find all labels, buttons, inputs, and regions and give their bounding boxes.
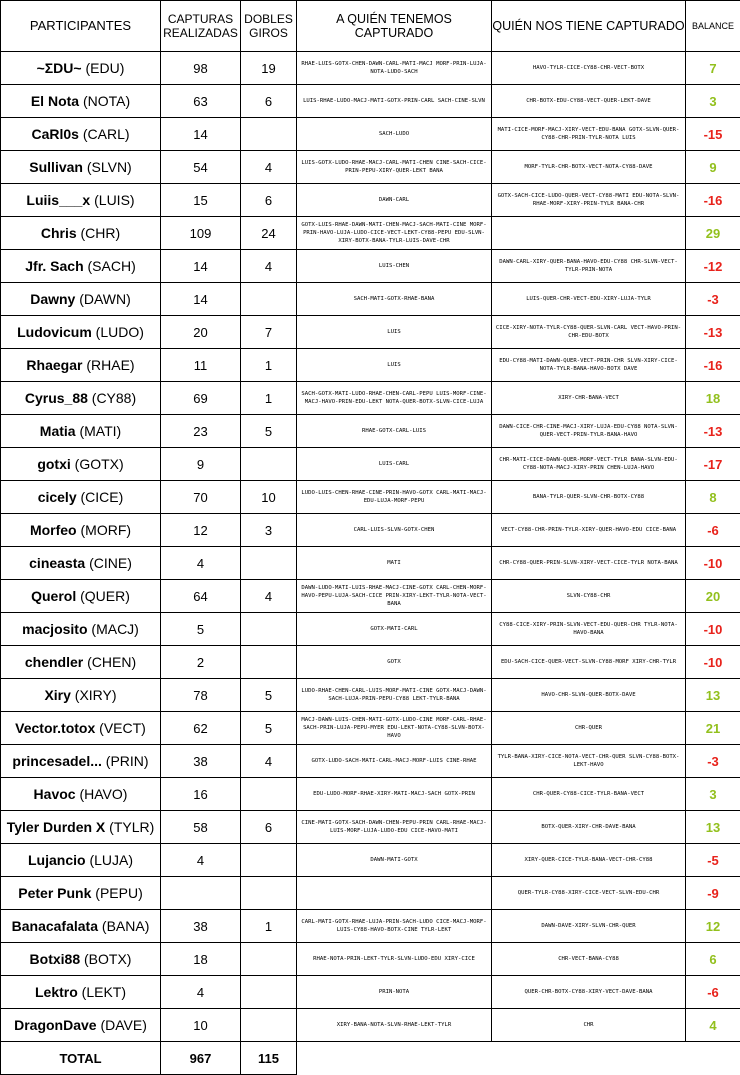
tenemos-cell: LUIS-GOTX-LUDO-RHAE-MACJ-CARL-MATI-CHEN CINE-SACH-CICE-PRIN-PEPU-XIRY-QUER-LEKT BANA <box>297 151 492 184</box>
participant-nick: gotxi <box>37 456 70 472</box>
dobles-cell: 4 <box>241 580 297 613</box>
dobles-cell <box>241 943 297 976</box>
header-nos-tiene: QUIÉN NOS TIENE CAPTURADO <box>492 1 686 52</box>
nos-tiene-cell: XIRY-QUER-CICE-TYLR-BANA-VECT-CHR-CY88 <box>492 844 686 877</box>
dobles-cell <box>241 448 297 481</box>
participant-nick: Peter Punk <box>18 885 91 901</box>
total-capturas: 967 <box>161 1042 241 1075</box>
participant-nick: Lektro <box>35 984 78 1000</box>
participant-nick: Xiry <box>44 687 70 703</box>
participant-code: (BANA) <box>102 918 149 934</box>
participant-nick: Sullivan <box>29 159 83 175</box>
tenemos-cell: LUDO-RHAE-CHEN-CARL-LUIS-MORF-MATI-CINE GOTX-MACJ-DAWN-SACH-LUJA-PRIN-PEPU-CY88 LEKT-TYLR-BANA <box>297 679 492 712</box>
participant-code: (MACJ) <box>91 621 138 637</box>
nos-tiene-cell: XIRY-CHR-BANA-VECT <box>492 382 686 415</box>
participant-nick: Luiis___x <box>26 192 90 208</box>
tenemos-cell: SACH-LUDO <box>297 118 492 151</box>
participant-name <box>1 745 161 778</box>
tenemos-cell: XIRY-BANA-NOTA-SLVN-RHAE-LEKT-TYLR <box>297 1009 492 1042</box>
table-row <box>1 580 740 613</box>
participant-nick: Rhaegar <box>26 357 82 373</box>
dobles-cell: 4 <box>241 250 297 283</box>
dobles-cell: 1 <box>241 382 297 415</box>
dobles-cell <box>241 613 297 646</box>
capturas-cell: 4 <box>161 547 241 580</box>
participant-nick: Ludovicum <box>17 324 92 340</box>
balance-cell: 9 <box>686 151 740 184</box>
dobles-cell <box>241 118 297 151</box>
table-row <box>1 250 740 283</box>
tenemos-cell: SACH-GOTX-MATI-LUDO-RHAE-CHEN-CARL-PEPU LUIS-MORF-CINE-MACJ-HAVO-PRIN-EDU-LEKT NOTA-QUER-BOTX-SLVN-CICE-LUJA <box>297 382 492 415</box>
participant-nick: Cyrus_88 <box>25 390 88 406</box>
table-row <box>1 844 740 877</box>
balance-cell: -16 <box>686 184 740 217</box>
balance-cell: 3 <box>686 778 740 811</box>
dobles-cell: 4 <box>241 151 297 184</box>
dobles-cell: 6 <box>241 85 297 118</box>
capturas-cell: 58 <box>161 811 241 844</box>
nos-tiene-cell: GOTX-SACH-CICE-LUDO-QUER-VECT-CY88-MATI EDU-NOTA-SLVN-RHAE-MORF-XIRY-PRIN-TYLR BANA-CHR <box>492 184 686 217</box>
participant-name <box>1 679 161 712</box>
participant-code: (TYLR) <box>109 819 154 835</box>
capturas-cell: 11 <box>161 349 241 382</box>
table-row <box>1 283 740 316</box>
balance-cell: 12 <box>686 910 740 943</box>
tenemos-cell: LUIS-CHEN <box>297 250 492 283</box>
table-row <box>1 316 740 349</box>
dobles-cell: 5 <box>241 679 297 712</box>
balance-cell: -10 <box>686 547 740 580</box>
tenemos-cell: LUIS-CARL <box>297 448 492 481</box>
table-row <box>1 646 740 679</box>
table-row <box>1 1009 740 1042</box>
dobles-cell: 3 <box>241 514 297 547</box>
dobles-cell: 19 <box>241 52 297 85</box>
participant-name <box>1 646 161 679</box>
capturas-cell: 2 <box>161 646 241 679</box>
header-dobles: DOBLES GIROS <box>241 1 297 52</box>
participant-code: (CICE) <box>81 489 124 505</box>
balance-cell: -17 <box>686 448 740 481</box>
nos-tiene-cell: DAWN-DAVE-XIRY-SLVN-CHR-QUER <box>492 910 686 943</box>
table-row <box>1 943 740 976</box>
participant-nick: El Nota <box>31 93 79 109</box>
capturas-cell: 23 <box>161 415 241 448</box>
tenemos-cell: CARL-LUIS-SLVN-GOTX-CHEN <box>297 514 492 547</box>
tenemos-cell: EDU-LUDO-MORF-RHAE-XIRY-MATI-MACJ-SACH GOTX-PRIN <box>297 778 492 811</box>
balance-cell: -10 <box>686 613 740 646</box>
nos-tiene-cell: EDU-SACH-CICE-QUER-VECT-SLVN-CY88-MORF XIRY-CHR-TYLR <box>492 646 686 679</box>
tenemos-cell: GOTX <box>297 646 492 679</box>
tenemos-cell: CINE-MATI-GOTX-SACH-DAWN-CHEN-PEPU-PRIN CARL-RHAE-MACJ-LUIS-MORF-LUJA-LUDO-EDU CICE-HAVO-MATI <box>297 811 492 844</box>
dobles-cell: 24 <box>241 217 297 250</box>
participant-code: (SLVN) <box>87 159 132 175</box>
participant-code: (EDU) <box>85 60 124 76</box>
participant-code: (DAWN) <box>79 291 131 307</box>
participant-name <box>1 976 161 1009</box>
participant-name <box>1 217 161 250</box>
participant-nick: Querol <box>31 588 76 604</box>
nos-tiene-cell: BOTX-QUER-XIRY-CHR-DAVE-BANA <box>492 811 686 844</box>
capturas-cell: 14 <box>161 250 241 283</box>
tenemos-cell: SACH-MATI-GOTX-RHAE-BANA <box>297 283 492 316</box>
balance-cell: 7 <box>686 52 740 85</box>
nos-tiene-cell: HAVO-CHR-SLVN-QUER-BOTX-DAVE <box>492 679 686 712</box>
capturas-cell: 14 <box>161 283 241 316</box>
nos-tiene-cell <box>492 217 686 250</box>
nos-tiene-cell: HAVO-TYLR-CICE-CY88-CHR-VECT-BOTX <box>492 52 686 85</box>
participant-nick: Tyler Durden X <box>7 819 106 835</box>
participant-nick: chendler <box>25 654 83 670</box>
dobles-cell <box>241 877 297 910</box>
tenemos-cell: PRIN-NOTA <box>297 976 492 1009</box>
balance-cell: -9 <box>686 877 740 910</box>
dobles-cell: 4 <box>241 745 297 778</box>
participant-name <box>1 877 161 910</box>
participant-nick: Banacafalata <box>12 918 98 934</box>
balance-cell: -10 <box>686 646 740 679</box>
tenemos-cell: MACJ-DAWN-LUIS-CHEN-MATI-GOTX-LUDO-CINE MORF-CARL-RHAE-SACH-PRIN-LUJA-PEPU-MYER EDU-LEKT-NOTA-CY88-SLVN-BOTX-HAVO <box>297 712 492 745</box>
participant-nick: cicely <box>38 489 77 505</box>
participant-name <box>1 712 161 745</box>
participant-name <box>1 118 161 151</box>
participant-name <box>1 316 161 349</box>
participant-nick: DragonDave <box>14 1017 96 1033</box>
table-row <box>1 712 740 745</box>
table-row <box>1 547 740 580</box>
balance-cell: -6 <box>686 976 740 1009</box>
capturas-cell: 78 <box>161 679 241 712</box>
dobles-cell: 1 <box>241 910 297 943</box>
table-row <box>1 679 740 712</box>
nos-tiene-cell: CHR-CY88-QUER-PRIN-SLVN-XIRY-VECT-CICE-TYLR NOTA-BANA <box>492 547 686 580</box>
participant-name <box>1 250 161 283</box>
participant-code: (LUJA) <box>89 852 133 868</box>
participant-code: (DAVE) <box>100 1017 146 1033</box>
participant-code: (BOTX) <box>84 951 131 967</box>
balance-cell: -6 <box>686 514 740 547</box>
table-row <box>1 52 740 85</box>
nos-tiene-cell: CHR-BOTX-EDU-CY88-VECT-QUER-LEKT-DAVE <box>492 85 686 118</box>
nos-tiene-cell: BANA-TYLR-QUER-SLVN-CHR-BOTX-CY88 <box>492 481 686 514</box>
dobles-cell <box>241 778 297 811</box>
participant-code: (HAVO) <box>79 786 127 802</box>
nos-tiene-cell: CICE-XIRY-NOTA-TYLR-CY88-QUER-SLVN-CARL VECT-HAVO-PRIN-CHR-EDU-BOTX <box>492 316 686 349</box>
capturas-cell: 9 <box>161 448 241 481</box>
nos-tiene-cell: MATI-CICE-MORF-MACJ-XIRY-VECT-EDU-BANA GOTX-SLVN-QUER-CY88-CHR-PRIN-TYLR-NOTA LUIS <box>492 118 686 151</box>
dobles-cell: 1 <box>241 349 297 382</box>
participant-nick: ~ΣDU~ <box>37 60 82 76</box>
participant-nick: macjosito <box>22 621 87 637</box>
participant-nick: Vector.totox <box>15 720 95 736</box>
total-dobles: 115 <box>241 1042 297 1075</box>
dobles-cell: 7 <box>241 316 297 349</box>
participant-code: (NOTA) <box>83 93 130 109</box>
tenemos-cell: DAWN-LUDO-MATI-LUIS-RHAE-MACJ-CINE-GOTX CARL-CHEN-MORF-HAVO-PEPU-LUJA-SACH-CICE PRIN-XIRY-LEKT-TYLR-NOTA-VECT-BANA <box>297 580 492 613</box>
dobles-cell <box>241 646 297 679</box>
capturas-cell: 20 <box>161 316 241 349</box>
capturas-cell: 16 <box>161 778 241 811</box>
balance-cell: 8 <box>686 481 740 514</box>
header-balance: BALANCE <box>686 1 740 52</box>
balance-cell: -16 <box>686 349 740 382</box>
tenemos-cell: GOTX-LUDO-SACH-MATI-CARL-MACJ-MORF-LUIS CINE-RHAE <box>297 745 492 778</box>
table-row <box>1 382 740 415</box>
participant-nick: Morfeo <box>30 522 77 538</box>
tenemos-cell: LUIS <box>297 316 492 349</box>
nos-tiene-cell: SLVN-CY88-CHR <box>492 580 686 613</box>
participant-code: (LEKT) <box>82 984 126 1000</box>
table-row <box>1 151 740 184</box>
nos-tiene-cell: VECT-CY88-CHR-PRIN-TYLR-XIRY-QUER-HAVO-EDU CICE-BANA <box>492 514 686 547</box>
balance-cell: 29 <box>686 217 740 250</box>
participant-code: (MORF) <box>81 522 132 538</box>
participant-nick: Havoc <box>34 786 76 802</box>
nos-tiene-cell: CHR <box>492 1009 686 1042</box>
tenemos-cell: LUDO-LUIS-CHEN-RHAE-CINE-PRIN-HAVO-GOTX CARL-MATI-MACJ-EDU-LUJA-MORF-PEPU <box>297 481 492 514</box>
participant-nick: Botxi88 <box>30 951 81 967</box>
capturas-cell: 63 <box>161 85 241 118</box>
participant-code: (RHAE) <box>86 357 134 373</box>
balance-cell: -13 <box>686 316 740 349</box>
nos-tiene-cell: CY88-CICE-XIRY-PRIN-SLVN-VECT-EDU-QUER-CHR TYLR-NOTA-HAVO-BANA <box>492 613 686 646</box>
capturas-cell <box>161 877 241 910</box>
tenemos-cell: LUIS <box>297 349 492 382</box>
nos-tiene-cell: EDU-CY88-MATI-DAWN-QUER-VECT-PRIN-CHR SLVN-XIRY-CICE-NOTA-TYLR-BANA-HAVO-BOTX DAVE <box>492 349 686 382</box>
capturas-cell: 62 <box>161 712 241 745</box>
header-row <box>1 1 740 52</box>
participant-nick: Chris <box>41 225 77 241</box>
participant-code: (CHEN) <box>87 654 136 670</box>
table-row <box>1 613 740 646</box>
dobles-cell <box>241 547 297 580</box>
table-row <box>1 976 740 1009</box>
table-row <box>1 877 740 910</box>
tenemos-cell: CARL-MATI-GOTX-RHAE-LUJA-PRIN-SACH-LUDO CICE-MACJ-MORF-LUIS-CY88-HAVO-BOTX-CINE TYLR-LEKT <box>297 910 492 943</box>
participant-name <box>1 151 161 184</box>
tenemos-cell: RHAE-LUIS-GOTX-CHEN-DAWN-CARL-MATI-MACJ MORF-PRIN-LUJA-NOTA-LUDO-SACH <box>297 52 492 85</box>
table-row <box>1 910 740 943</box>
capturas-cell: 64 <box>161 580 241 613</box>
total-empty <box>297 1042 740 1075</box>
balance-cell: 13 <box>686 811 740 844</box>
participant-name <box>1 184 161 217</box>
participant-code: (VECT) <box>99 720 146 736</box>
table-row <box>1 481 740 514</box>
participant-code: (PEPU) <box>95 885 142 901</box>
capturas-cell: 109 <box>161 217 241 250</box>
capturas-cell: 4 <box>161 976 241 1009</box>
header-capturas: CAPTURAS REALIZADAS <box>161 1 241 52</box>
total-label: TOTAL <box>1 1042 161 1075</box>
participant-name <box>1 910 161 943</box>
balance-cell: -5 <box>686 844 740 877</box>
dobles-cell <box>241 844 297 877</box>
nos-tiene-cell: CHR-VECT-BANA-CY88 <box>492 943 686 976</box>
capturas-cell: 98 <box>161 52 241 85</box>
balance-cell: 13 <box>686 679 740 712</box>
tenemos-cell: RHAE-NOTA-PRIN-LEKT-TYLR-SLVN-LUDO-EDU XIRY-CICE <box>297 943 492 976</box>
table-row <box>1 811 740 844</box>
participant-name <box>1 844 161 877</box>
nos-tiene-cell: DAWN-CICE-CHR-CINE-MACJ-XIRY-LUJA-EDU-CY88 NOTA-SLVN-QUER-VECT-PRIN-TYLR-BANA-HAVO <box>492 415 686 448</box>
participant-nick: Jfr. Sach <box>25 258 83 274</box>
tenemos-cell: GOTX-LUIS-RHAE-DAWN-MATI-CHEN-MACJ-SACH-MATI-CINE MORF-PRIN-HAVO-LUJA-LUDO-CICE-VECT-LEKT-CY88-PEPU EDU-SLVN-XIRY-BOTX-BANA-TYLR-LUIS-DAVE-CHR <box>297 217 492 250</box>
balance-cell: -12 <box>686 250 740 283</box>
participant-code: (XIRY) <box>75 687 117 703</box>
participant-name <box>1 481 161 514</box>
balance-cell: 4 <box>686 1009 740 1042</box>
dobles-cell <box>241 976 297 1009</box>
nos-tiene-cell: DAWN-CARL-XIRY-QUER-BANA-HAVO-EDU-CY88 CHR-SLVN-VECT-TYLR-PRIN-NOTA <box>492 250 686 283</box>
participant-nick: Lujancio <box>28 852 86 868</box>
participant-name <box>1 1009 161 1042</box>
participant-name <box>1 547 161 580</box>
participant-code: (CHR) <box>81 225 121 241</box>
tenemos-cell: DAWN-CARL <box>297 184 492 217</box>
balance-cell: 3 <box>686 85 740 118</box>
participant-name <box>1 811 161 844</box>
balance-cell: 6 <box>686 943 740 976</box>
table-row <box>1 349 740 382</box>
dobles-cell: 6 <box>241 184 297 217</box>
capturas-cell: 38 <box>161 910 241 943</box>
capturas-cell: 14 <box>161 118 241 151</box>
header-tenemos: A QUIÉN TENEMOS CAPTURADO <box>297 1 492 52</box>
participant-name <box>1 349 161 382</box>
nos-tiene-cell: CHR-QUER <box>492 712 686 745</box>
dobles-cell: 5 <box>241 415 297 448</box>
participant-name <box>1 283 161 316</box>
participant-nick: princesadel... <box>12 753 101 769</box>
capturas-cell: 38 <box>161 745 241 778</box>
tenemos-cell: LUIS-RHAE-LUDO-MACJ-MATI-GOTX-PRIN-CARL SACH-CINE-SLVN <box>297 85 492 118</box>
nos-tiene-cell: CHR-MATI-CICE-DAWN-QUER-MORF-VECT-TYLR BANA-SLVN-EDU-CY88-NOTA-MACJ-XIRY-PRIN CHEN-LUJA-HAVO <box>492 448 686 481</box>
dobles-cell <box>241 1009 297 1042</box>
participant-name <box>1 778 161 811</box>
capturas-cell: 10 <box>161 1009 241 1042</box>
nos-tiene-cell: QUER-TYLR-CY88-XIRY-CICE-VECT-SLVN-EDU-CHR <box>492 877 686 910</box>
participant-code: (LUDO) <box>96 324 144 340</box>
participant-name <box>1 514 161 547</box>
participant-code: (PRIN) <box>106 753 149 769</box>
capturas-cell: 54 <box>161 151 241 184</box>
participant-code: (CY88) <box>92 390 136 406</box>
participant-code: (GOTX) <box>75 456 124 472</box>
participant-name <box>1 52 161 85</box>
nos-tiene-cell: TYLR-BANA-XIRY-CICE-NOTA-VECT-CHR-QUER SLVN-CY88-BOTX-LEKT-HAVO <box>492 745 686 778</box>
participant-code: (MATI) <box>79 423 121 439</box>
participant-code: (CINE) <box>89 555 132 571</box>
tenemos-cell: MATI <box>297 547 492 580</box>
header-participantes: PARTICIPANTES <box>1 1 161 52</box>
participant-nick: Dawny <box>30 291 75 307</box>
balance-cell: -3 <box>686 745 740 778</box>
participant-name <box>1 382 161 415</box>
table-row <box>1 118 740 151</box>
capturas-cell: 12 <box>161 514 241 547</box>
participant-code: (QUER) <box>80 588 130 604</box>
participant-name <box>1 943 161 976</box>
participant-name <box>1 415 161 448</box>
table-row <box>1 745 740 778</box>
participant-nick: CaRl0s <box>31 126 78 142</box>
nos-tiene-cell: LUIS-QUER-CHR-VECT-EDU-XIRY-LUJA-TYLR <box>492 283 686 316</box>
nos-tiene-cell: CHR-QUER-CY88-CICE-TYLR-BANA-VECT <box>492 778 686 811</box>
participant-code: (CARL) <box>83 126 130 142</box>
participant-name <box>1 85 161 118</box>
dobles-cell <box>241 283 297 316</box>
table-row <box>1 184 740 217</box>
balance-cell: -3 <box>686 283 740 316</box>
participant-nick: Matia <box>40 423 76 439</box>
dobles-cell: 5 <box>241 712 297 745</box>
capturas-cell: 70 <box>161 481 241 514</box>
capturas-cell: 18 <box>161 943 241 976</box>
table-row <box>1 217 740 250</box>
nos-tiene-cell: QUER-CHR-BOTX-CY88-XIRY-VECT-DAVE-BANA <box>492 976 686 1009</box>
capturas-cell: 69 <box>161 382 241 415</box>
participant-name <box>1 448 161 481</box>
participant-name <box>1 613 161 646</box>
participant-name <box>1 580 161 613</box>
participant-nick: cineasta <box>29 555 85 571</box>
capturas-cell: 4 <box>161 844 241 877</box>
table-row <box>1 85 740 118</box>
participant-code: (LUIS) <box>94 192 134 208</box>
balance-cell: 20 <box>686 580 740 613</box>
table-row <box>1 415 740 448</box>
table-row <box>1 778 740 811</box>
tenemos-cell <box>297 877 492 910</box>
balance-cell: 21 <box>686 712 740 745</box>
tenemos-cell: GOTX-MATI-CARL <box>297 613 492 646</box>
balance-cell: 18 <box>686 382 740 415</box>
tenemos-cell: DAWN-MATI-GOTX <box>297 844 492 877</box>
dobles-cell: 10 <box>241 481 297 514</box>
capturas-cell: 15 <box>161 184 241 217</box>
tenemos-cell: RHAE-GOTX-CARL-LUIS <box>297 415 492 448</box>
total-row <box>1 1042 740 1075</box>
nos-tiene-cell: MORF-TYLR-CHR-BOTX-VECT-NOTA-CY88-DAVE <box>492 151 686 184</box>
balance-cell: -15 <box>686 118 740 151</box>
dobles-cell: 6 <box>241 811 297 844</box>
balance-cell: -13 <box>686 415 740 448</box>
participant-code: (SACH) <box>88 258 136 274</box>
table-row <box>1 448 740 481</box>
table-row <box>1 514 740 547</box>
capturas-cell: 5 <box>161 613 241 646</box>
